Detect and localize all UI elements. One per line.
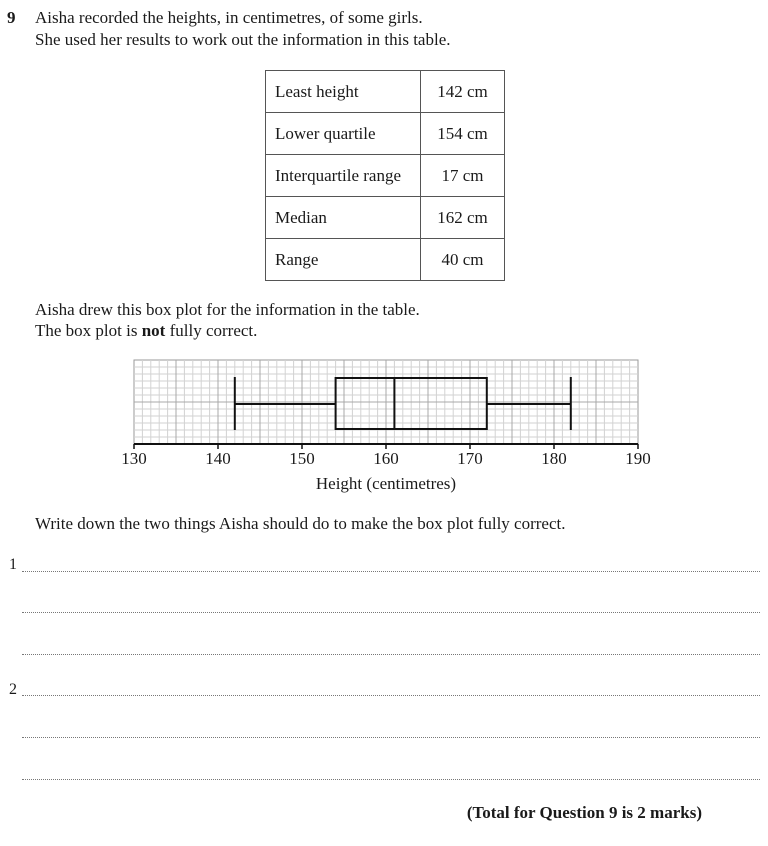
table-row	[266, 71, 505, 113]
intro-line-2: She used her results to work out the information in this table.	[35, 30, 451, 49]
table-row	[266, 155, 505, 197]
x-tick-label: 150	[289, 449, 315, 468]
answer-line[interactable]	[22, 695, 760, 696]
x-tick-label: 190	[625, 449, 651, 468]
boxplot-intro-bold: not	[141, 321, 166, 340]
table-label: Least height	[266, 71, 421, 113]
table-row	[266, 197, 505, 239]
intro-line-1: Aisha recorded the heights, in centimetres, of some girls.	[35, 8, 423, 27]
x-axis-tick-labels	[121, 449, 651, 468]
total-marks: (Total for Question 9 is 2 marks)	[466, 803, 702, 822]
table-value: 154 cm	[421, 113, 505, 155]
question-number: 9	[7, 8, 16, 27]
table-value: 40 cm	[421, 239, 505, 281]
table-value: 17 cm	[421, 155, 505, 197]
instruction-text: Write down the two things Aisha should do to make the box plot fully correct.	[35, 514, 566, 533]
answer-line[interactable]	[22, 612, 760, 613]
x-tick-label: 160	[373, 449, 399, 468]
x-tick-label: 170	[457, 449, 483, 468]
answer-line[interactable]	[22, 571, 760, 572]
table-label: Lower quartile	[266, 113, 421, 155]
boxplot-intro-line-1: Aisha drew this box plot for the information in the table.	[35, 300, 420, 319]
info-table	[265, 70, 505, 281]
x-tick-label: 140	[205, 449, 231, 468]
x-axis-label: Height (centimetres)	[315, 474, 457, 493]
boxplot-intro-text-a: The box plot is	[35, 321, 142, 340]
answer-number-2: 2	[9, 681, 17, 698]
table-row	[266, 239, 505, 281]
x-tick-label: 180	[541, 449, 567, 468]
table-label: Range	[266, 239, 421, 281]
table-label: Interquartile range	[266, 155, 421, 197]
boxplot-intro-line-2	[35, 321, 257, 341]
table-row	[266, 113, 505, 155]
answer-line[interactable]	[22, 654, 760, 655]
x-tick-label: 130	[121, 449, 147, 468]
answer-number-1: 1	[9, 556, 17, 573]
table-value: 142 cm	[421, 71, 505, 113]
table-label: Median	[266, 197, 421, 239]
table-value: 162 cm	[421, 197, 505, 239]
answer-line[interactable]	[22, 737, 760, 738]
box-plot-chart	[0, 350, 768, 500]
answer-line[interactable]	[22, 779, 760, 780]
boxplot-intro-text-b: fully correct.	[165, 321, 258, 340]
